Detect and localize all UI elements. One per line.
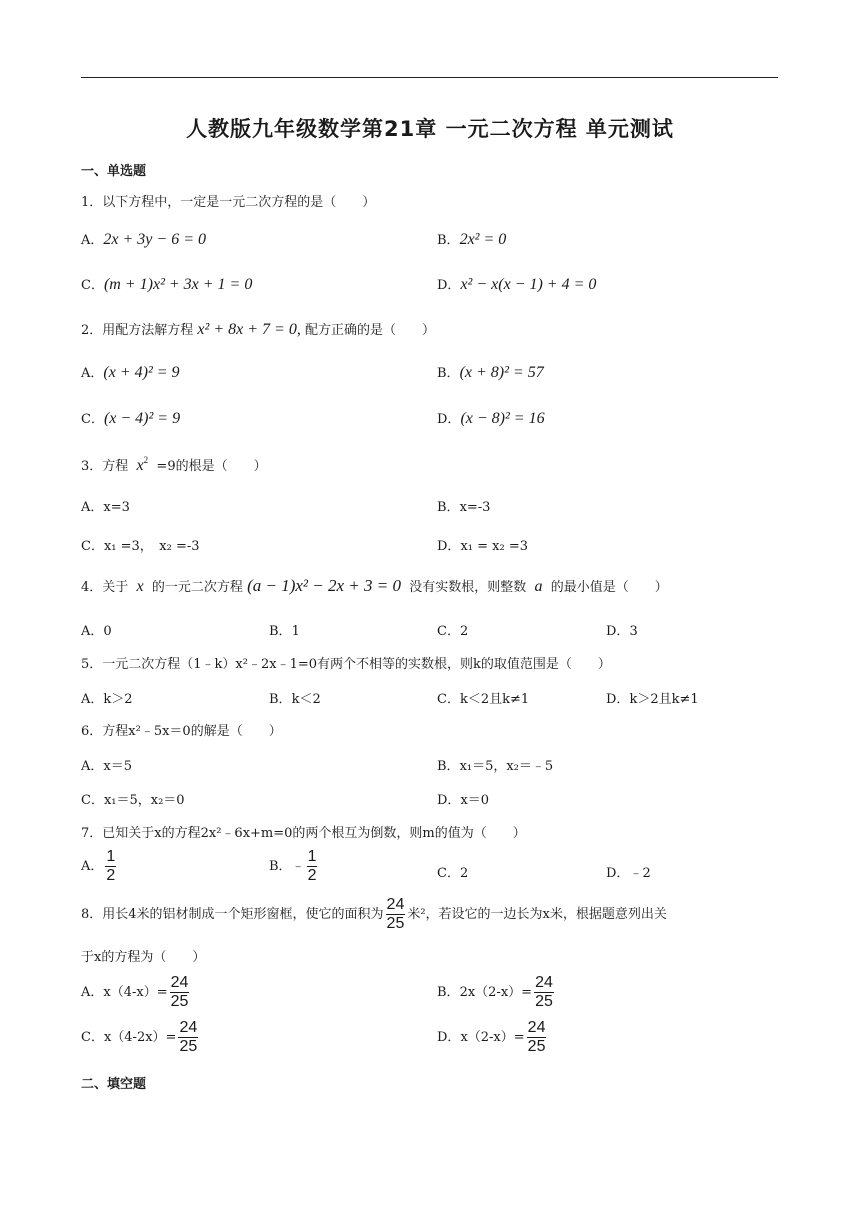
- q1-option-b-equation: 2x² = 0: [459, 231, 507, 248]
- q7-a-numerator: 1: [106, 848, 116, 865]
- header-rule: [81, 77, 778, 78]
- q3-option-a[interactable]: A．x=3: [81, 500, 130, 515]
- q6-option-c-text: x₁＝5，x₂＝0: [103, 793, 185, 808]
- q1-option-a[interactable]: A．2x + 3y − 6 = 0: [81, 231, 206, 248]
- q7-b-sign: ﹣: [291, 859, 305, 874]
- q8-stem-post: 米²，若设它的一边长为x米，根据题意列出关: [407, 907, 667, 922]
- q7-option-b[interactable]: B．﹣ $\frac{1}{2}$: [269, 848, 317, 884]
- question-5-stem: 5．一元二次方程（1﹣k）x²﹣2x﹣1=0有两个不相等的实数根，则k的取值范围是（ ）: [81, 657, 611, 672]
- q5-option-a-text: k＞2: [103, 692, 133, 707]
- q8-b-denominator: 25: [535, 993, 553, 1010]
- q7-option-a-fraction: [105, 848, 116, 885]
- q4-option-a[interactable]: A．0: [81, 624, 112, 639]
- q3-option-c-text: x₁ =3， x₂ =-3: [103, 539, 200, 554]
- q8-option-a-text: x（4-x）=: [103, 985, 168, 1000]
- q2-option-a-equation: (x + 4)² = 9: [103, 364, 180, 381]
- q4-option-c[interactable]: C．2: [437, 624, 469, 639]
- q3-option-b-text: x=-3: [459, 500, 491, 515]
- q5-option-b-text: k＜2: [291, 692, 321, 707]
- q7-option-b-fraction: [307, 848, 318, 885]
- q8-option-b-text: 2x（2-x）=: [459, 985, 533, 1000]
- q1-option-a-equation: 2x + 3y − 6 = 0: [103, 231, 206, 248]
- q1-option-c-equation: (m + 1)x² + 3x + 1 = 0: [103, 276, 253, 293]
- q4-var-a: a: [534, 578, 543, 595]
- q4-stem-pre: 4．关于: [81, 580, 129, 595]
- q5-option-b[interactable]: B．k＜2: [269, 692, 321, 707]
- q8-option-a[interactable]: A．x（4-x）= $\frac{24}{25}$: [81, 974, 189, 1010]
- q2-stem-post: 配方正确的是（ ）: [304, 323, 435, 338]
- q6-option-d[interactable]: D．x＝0: [437, 793, 490, 808]
- q6-option-b[interactable]: B．x₁＝5，x₂＝﹣5: [437, 759, 554, 774]
- q3-option-d-text: x₁ = x₂ =3: [460, 539, 528, 554]
- q2-option-a[interactable]: A．(x + 4)² = 9: [81, 364, 180, 381]
- q4-option-d[interactable]: D．3: [606, 624, 638, 639]
- q4-option-b-text: 1: [291, 624, 300, 639]
- q3-option-d[interactable]: D．x₁ = x₂ =3: [437, 539, 528, 554]
- q3-stem-post: =9的根是（ ）: [156, 459, 267, 474]
- q2-stem-pre: 2．用配方法解方程: [81, 323, 194, 338]
- q3-option-b[interactable]: B．x=-3: [437, 500, 491, 515]
- q3-stem-pre: 3．方程: [81, 459, 129, 474]
- q8-option-a-fraction: [170, 974, 190, 1011]
- question-8-stem-line2: 于x的方程为（ ）: [81, 950, 206, 965]
- question-1-stem: 1．以下方程中，一定是一元二次方程的是（ ）: [81, 195, 376, 210]
- q8-b-numerator: 24: [535, 974, 553, 991]
- question-4-stem: [81, 576, 668, 596]
- q7-option-c[interactable]: C．2: [437, 866, 469, 881]
- q8-area-fraction: [386, 896, 406, 933]
- q1-option-d[interactable]: D．x² − x(x − 1) + 4 = 0: [437, 276, 597, 293]
- q8-d-numerator: 24: [527, 1019, 546, 1036]
- q5-option-d-text: k＞2且k≠1: [629, 692, 699, 707]
- q4-stem-mid: 的一元二次方程: [151, 580, 243, 595]
- q2-option-d-equation: (x − 8)² = 16: [460, 410, 545, 427]
- q8-option-d-text: x（2-x）=: [460, 1030, 525, 1045]
- q8-area-numerator: 24: [386, 896, 405, 913]
- q8-option-c-text: x（4-2x）=: [103, 1030, 177, 1045]
- q2-equation: x² + 8x + 7 = 0,: [197, 321, 301, 338]
- question-6-stem: 6．方程x²﹣5x＝0的解是（ ）: [81, 724, 282, 739]
- question-2-stem: [81, 319, 435, 339]
- q8-area-denominator: 25: [386, 915, 405, 932]
- q6-option-a-text: x＝5: [103, 759, 132, 774]
- q4-option-c-text: 2: [459, 624, 469, 639]
- q8-a-numerator: 24: [170, 974, 189, 991]
- q7-option-d[interactable]: D．﹣2: [606, 866, 651, 881]
- q8-option-d-fraction: [527, 1019, 547, 1056]
- q2-option-b[interactable]: B．(x + 8)² = 57: [437, 364, 544, 381]
- section-heading-single-choice: 一、单选题: [81, 164, 147, 179]
- q7-option-a[interactable]: A． $\frac{1}{2}$: [81, 848, 116, 884]
- q3-x-squared: $x^2$: [136, 455, 149, 474]
- q2-option-c-equation: (x − 4)² = 9: [103, 410, 181, 427]
- q8-option-c-fraction: [178, 1019, 198, 1056]
- q4-equation: (a − 1)x² − 2x + 3 = 0: [247, 576, 401, 595]
- q7-option-c-text: 2: [459, 866, 469, 881]
- q2-option-d[interactable]: D．(x − 8)² = 16: [437, 410, 545, 427]
- q4-var-x: x: [136, 578, 144, 595]
- q8-option-b[interactable]: B．2x（2-x）= $\frac{24}{25}$: [437, 974, 553, 1010]
- question-8-stem: [81, 896, 667, 933]
- q4-option-d-text: 3: [629, 624, 638, 639]
- q7-b-numerator: 1: [307, 848, 317, 865]
- page-title: 人教版九年级数学第21章 一元二次方程 单元测试: [186, 117, 674, 141]
- q7-b-denominator: 2: [307, 867, 317, 884]
- q1-option-c[interactable]: C．(m + 1)x² + 3x + 1 = 0: [81, 276, 253, 293]
- q6-option-b-text: x₁＝5，x₂＝﹣5: [459, 759, 554, 774]
- q1-option-b[interactable]: B．2x² = 0: [437, 231, 507, 248]
- question-7-stem: 7．已知关于x的方程2x²﹣6x+m=0的两个根互为倒数，则m的值为（ ）: [81, 826, 526, 841]
- q6-option-c[interactable]: C．x₁＝5，x₂＝0: [81, 793, 185, 808]
- q4-stem-mid2: 没有实数根，则整数: [409, 580, 527, 595]
- q4-option-b[interactable]: B．1: [269, 624, 300, 639]
- q8-option-b-fraction: [534, 974, 554, 1011]
- q3-option-c[interactable]: C．x₁ =3， x₂ =-3: [81, 539, 200, 554]
- q8-option-c[interactable]: C．x（4-2x）= $\frac{24}{25}$: [81, 1019, 198, 1055]
- q8-d-denominator: 25: [527, 1038, 546, 1055]
- q4-stem-post: 的最小值是（ ）: [550, 580, 668, 595]
- q3-option-a-text: x=3: [103, 500, 130, 515]
- q2-option-c[interactable]: C．(x − 4)² = 9: [81, 410, 181, 427]
- q1-option-d-equation: x² − x(x − 1) + 4 = 0: [460, 276, 597, 293]
- q5-option-d[interactable]: D．k＞2且k≠1: [606, 692, 699, 707]
- q8-stem-pre: 8．用长4米的铝材制成一个矩形窗框，使它的面积为: [81, 907, 384, 922]
- q8-option-d[interactable]: D．x（2-x）= $\frac{24}{25}$: [437, 1019, 546, 1055]
- q8-c-denominator: 25: [179, 1038, 198, 1055]
- q8-c-numerator: 24: [179, 1019, 198, 1036]
- question-3-stem: [81, 455, 267, 475]
- q7-a-denominator: 2: [106, 867, 116, 884]
- q5-option-c-text: k＜2且k≠1: [459, 692, 530, 707]
- q8-a-denominator: 25: [170, 993, 189, 1010]
- q4-option-a-text: 0: [103, 624, 112, 639]
- q5-option-a[interactable]: A．k＞2: [81, 692, 133, 707]
- section-heading-fill-blank: 二、填空题: [81, 1077, 147, 1092]
- q2-option-b-equation: (x + 8)² = 57: [459, 364, 544, 381]
- q7-option-d-text: ﹣2: [629, 866, 651, 881]
- q6-option-a[interactable]: A．x＝5: [81, 759, 132, 774]
- q5-option-c[interactable]: C．k＜2且k≠1: [437, 692, 530, 707]
- q6-option-d-text: x＝0: [460, 793, 490, 808]
